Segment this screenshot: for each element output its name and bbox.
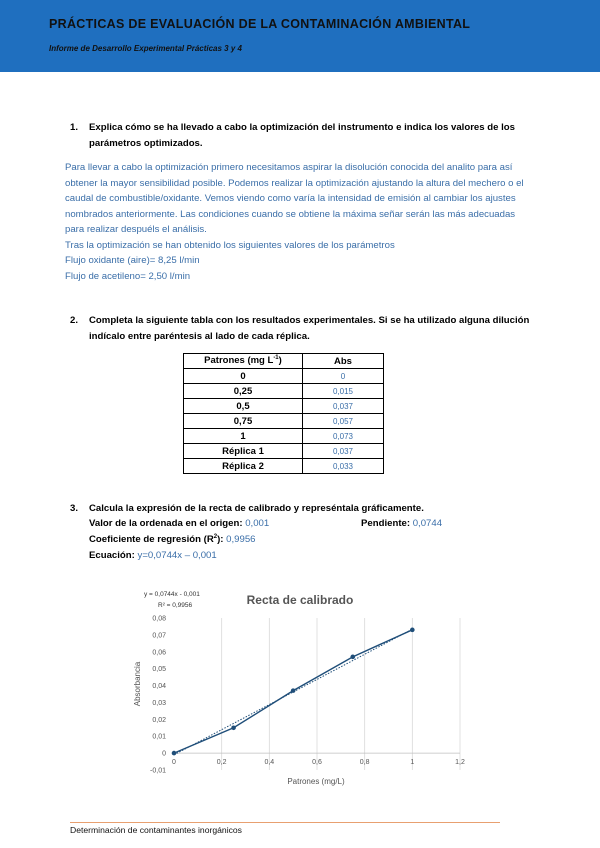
calibration-chart — [120, 582, 490, 792]
table-cell-patron: Réplica 2 — [184, 459, 303, 474]
table-cell-abs: 0,033 — [303, 459, 384, 474]
table-row — [184, 384, 384, 399]
table-cell-abs: 0,073 — [303, 429, 384, 444]
question-1 — [70, 120, 540, 152]
table-row — [184, 369, 384, 384]
ecuacion-line — [89, 550, 217, 561]
table-header-abs: Abs — [303, 354, 384, 369]
chart-y-axis-label: Absorbancia — [133, 661, 142, 707]
table-cell-abs: 0,037 — [303, 399, 384, 414]
results-table — [183, 353, 384, 474]
pendiente-line — [361, 518, 442, 529]
chart-x-tick-label: 0 — [172, 759, 176, 767]
chart-y-tick-label: 0,02 — [152, 716, 166, 724]
chart-annotation-r2: R² = 0,9956 — [158, 602, 193, 609]
r2-value: 0,9956 — [226, 534, 256, 546]
table-row — [184, 459, 384, 474]
chart-x-tick-label: 1,2 — [455, 759, 465, 767]
table-row — [184, 444, 384, 459]
question-3-number: 3. — [70, 503, 79, 514]
chart-y-tick-label: 0,04 — [152, 683, 166, 691]
header-bar — [0, 0, 600, 72]
chart-x-tick-label: 0,2 — [216, 759, 227, 767]
chart-point — [231, 725, 236, 730]
table-row — [184, 399, 384, 414]
chart-series — [172, 628, 415, 756]
table-cell-patron: 1 — [184, 429, 303, 444]
chart-x-tick-label: 0,6 — [312, 759, 322, 767]
ordenada-value: 0,001 — [245, 518, 270, 529]
pendiente-label: Pendiente: — [361, 518, 413, 529]
chart-x-axis-label: Patrones (mg/L) — [287, 777, 345, 786]
table-cell-patron: 0,5 — [184, 399, 303, 414]
chart-y-tick-label: 0,06 — [152, 649, 166, 657]
chart-annotation-equation: y = 0,0744x - 0,001 — [144, 591, 200, 598]
question-3 — [70, 501, 540, 517]
chart-y-tick-label: 0,07 — [152, 632, 166, 640]
table-cell-abs: 0,037 — [303, 444, 384, 459]
chart-title: Recta de calibrado — [246, 593, 354, 607]
chart-y-tick-label: 0,08 — [152, 615, 166, 623]
table-header-row — [184, 354, 384, 369]
chart-point — [410, 628, 415, 633]
ordenada-line — [89, 518, 269, 529]
chart-y-tick-label: 0,05 — [152, 666, 166, 674]
answer-1-line-3: Flujo oxidante (aire)= 8,25 l/min — [65, 255, 200, 266]
question-2-number: 2. — [70, 315, 79, 326]
table-header-patrones: Patrones (mg $L^{-1}$) — [184, 354, 303, 369]
table-cell-patron: 0,75 — [184, 414, 303, 429]
chart-x-tick-label: 1 — [410, 759, 415, 767]
table-row — [184, 429, 384, 444]
question-1-text: Explica cómo se ha llevado a cabo la optimización del instrumento e indica los valores de los parámetros optimizados. — [89, 122, 515, 149]
ecuacion-label: Ecuación: — [89, 550, 138, 561]
table-cell-patron: 0,25 — [184, 384, 303, 399]
chart-y-tick-label: 0,01 — [152, 733, 166, 741]
chart-axes — [150, 616, 465, 775]
table-row — [184, 414, 384, 429]
r2-line: Coeficiente de regresión $(R^2)$: 0,9956 — [89, 534, 256, 546]
table-cell-abs: 0 — [303, 369, 384, 384]
question-2 — [70, 313, 540, 345]
answer-1-line-4: Flujo de acetileno= 2,50 l/min — [65, 270, 191, 282]
chart-y-tick-label: 0,03 — [152, 699, 166, 707]
r2-label: Coeficiente de regresión (R — [89, 534, 214, 546]
chart-x-tick-label: 0,4 — [264, 759, 275, 767]
question-1-number: 1. — [70, 122, 79, 133]
chart-x-tick-label: 0,8 — [359, 759, 370, 767]
ecuacion-value: y=0,0744x – 0,001 — [137, 550, 217, 561]
header-title: PRÁCTICAS DE EVALUACIÓN DE LA CONTAMINACIÓN AMBIENTAL — [49, 17, 471, 31]
footer-divider — [70, 822, 500, 823]
table-cell-abs: 0,015 — [303, 384, 384, 399]
pendiente-value: 0,0744 — [412, 518, 443, 529]
chart-point — [172, 751, 177, 756]
table-cell-patron: Réplica 1 — [184, 444, 303, 459]
chart-y-tick-label: -0,01 — [150, 767, 166, 775]
footer-text: Determinación de contaminantes inorgánicos — [70, 825, 242, 835]
chart-y-tick-label: 0 — [162, 750, 166, 758]
answer-1-paragraph: Para llevar a cabo la optimización primero necesitamos aspirar la disolución conocida del analito para así obtener la mayor sensibilidad posible. Podemos realizar la optimización ajustando la altura del mechero o el caudal de combustible/oxidante. Vemos viendo como varía la intensidad de emisión al cambiar los ajustes nombrados anteriormente. Las condiciones cuando se obtiene la máxima señar serán las más adecuadas para realizar despuéls el análisis. — [65, 162, 524, 235]
chart-gridlines — [222, 618, 460, 770]
question-2-text: Completa la siguiente tabla con los resultados experimentales. Si se ha utilizado alguna dilución indícalo entre paréntesis al lado de cada réplica. — [89, 315, 530, 342]
answer-1-line-2: Tras la optimización se han obtenido los siguientes valores de los parámetros — [65, 239, 395, 251]
chart-point — [350, 655, 355, 660]
header-subtitle: Informe de Desarrollo Experimental Prácticas 3 y 4 — [49, 44, 242, 53]
answer-1 — [65, 160, 535, 284]
chart-point — [291, 688, 296, 693]
question-3-text: Calcula la expresión de la recta de calibrado y represéntala gráficamente. — [89, 503, 424, 514]
table-cell-patron: 0 — [184, 369, 303, 384]
ordenada-label: Valor de la ordenada en el origen: — [89, 518, 246, 529]
table-cell-abs: 0,057 — [303, 414, 384, 429]
